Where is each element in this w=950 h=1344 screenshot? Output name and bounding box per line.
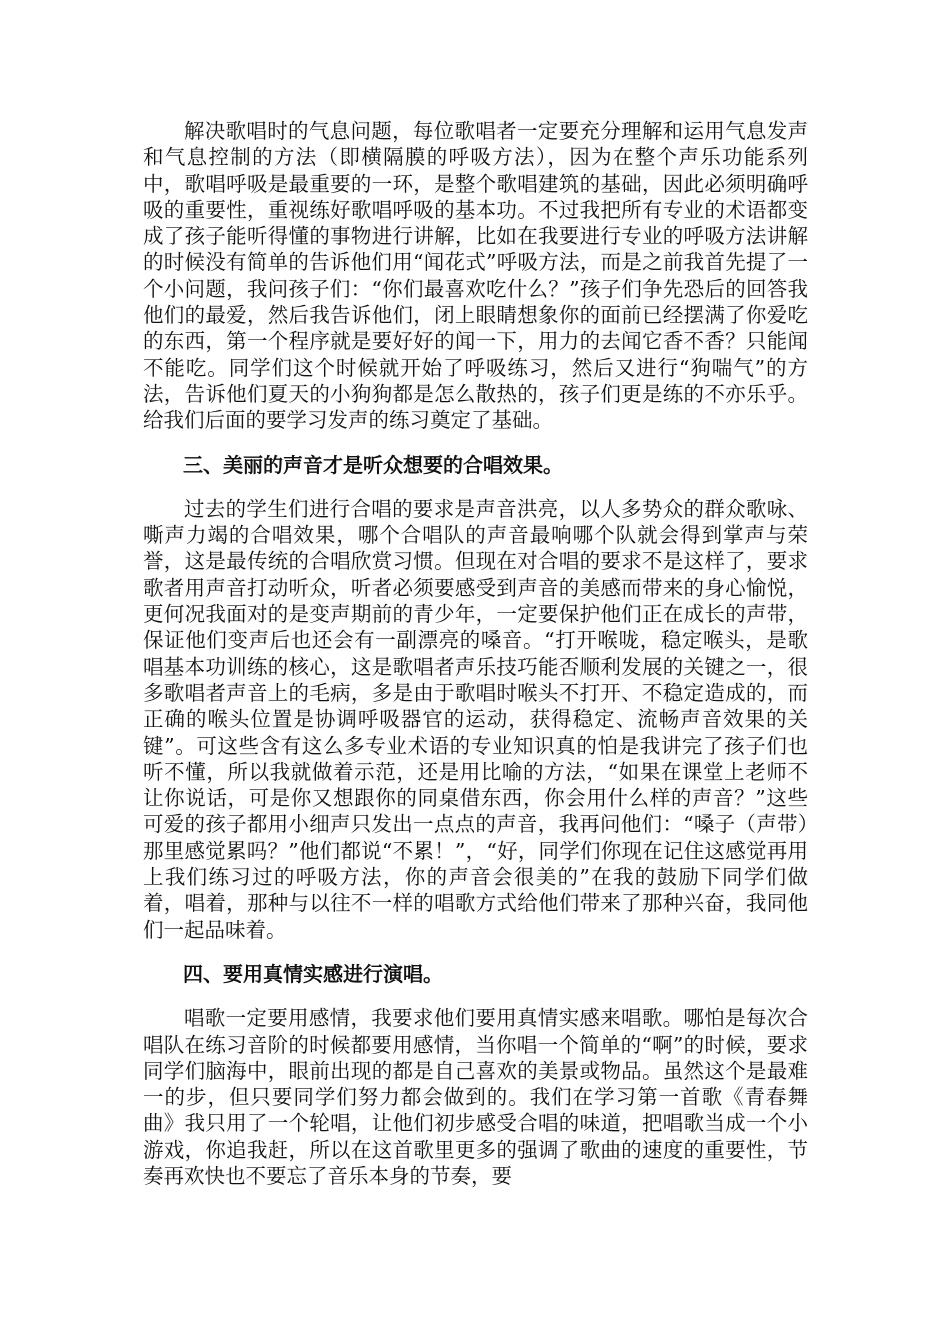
document-body bbox=[143, 118, 808, 1189]
section-heading-4: 四、要用真情实感进行演唱。 bbox=[183, 961, 443, 986]
paragraph-beautiful-voice: 过去的学生们进行合唱的要求是声音洪亮，以人多势众的群众歌咏、嘶声力竭的合唱效果，哪个合唱队的声音最响哪个队就会得到掌声与荣誉，这是最传统的合唱欣赏习惯。但现在对合唱的要求不是这样了，要求歌者用声音打动听众，听者必须要感受到声音的美感而带来的身心愉悦，更何况我面对的是变声期前的青少年，一定要保护他们正在成长的声带，保证他们变声后也还会有一副漂亮的嗓音。“打开喉咙，稳定喉头，是歌唱基本功训练的核心，这是歌唱者声乐技巧能否顺利发展的关键之一，很多歌唱者声音上的毛病，多是由于歌唱时喉头不打开、不稳定造成的，而正确的喉头位置是协调呼吸器官的运动，获得稳定、流畅声音效果的关键”。可这些含有这么多专业术语的专业知识真的怕是我讲完了孩子们也听不懂，所以我就做着示范，还是用比喻的方法，“如果在课堂上老师不让你说话，可是你又想跟你的同桌借东西，你会用什么样的声音？”这些可爱的孩子都用小细声只发出一点点的声音，我再问他们：“嗓子（声带）那里感觉累吗？”他们都说“不累！”，“好，同学们你现在记住这感觉再用上我们练习过的呼吸方法，你的声音会很美的”在我的鼓励下同学们做着，唱着，那种与以往不一样的唱歌方式给他们带来了那种兴奋，我同他们一起品味着。 bbox=[143, 496, 808, 942]
paragraph-breathing: 解决歌唱时的气息问题，每位歌唱者一定要充分理解和运用气息发声和气息控制的方法（即横隔膜的呼吸方法），因为在整个声乐功能系列中，歌唱呼吸是最重要的一环，是整个歌唱建筑的基础，因此必须明确呼吸的重要性，重视练好歌唱呼吸的基本功。不过我把所有专业的术语都变成了孩子能听得懂的事物进行讲解，比如在我要进行专业的呼吸方法讲解的时候没有简单的告诉他们用“闻花式”呼吸方法，而是之前我首先提了一个小问题，我问孩子们：“你们最喜欢吃什么？”孩子们争先恐后的回答我他们的最爱，然后我告诉他们，闭上眼睛想象你的面前已经摆满了你爱吃的东西，第一个程序就是要好好的闻一下，用力的去闻它香不香？只能闻不能吃。同学们这个时候就开始了呼吸练习，然后又进行“狗喘气”的方法，告诉他们夏天的小狗狗都是怎么散热的，孩子们更是练的不亦乐乎。给我们后面的要学习发声的练习奠定了基础。 bbox=[143, 119, 808, 433]
paragraph-true-emotion: 唱歌一定要用感情，我要求他们要用真情实感来唱歌。哪怕是每次合唱队在练习音阶的时候都要用感情，当你唱一个简单的“啊”的时候，要求同学们脑海中，眼前出现的都是自己喜欢的美景或物品。虽然这个是最难一的步，但只要同学们努力都会做到的。我们在学习第一首歌《青春舞曲》我只用了一个轮唱，让他们初步感受合唱的味道，把唱歌当成一个小游戏，你追我赶，所以在这首歌里更多的强调了歌曲的速度的重要性，节奏再欢快也不要忘了音乐本身的节奏，要 bbox=[143, 1006, 808, 1188]
section-heading-3: 三、美丽的声音才是听众想要的合唱效果。 bbox=[183, 452, 563, 477]
